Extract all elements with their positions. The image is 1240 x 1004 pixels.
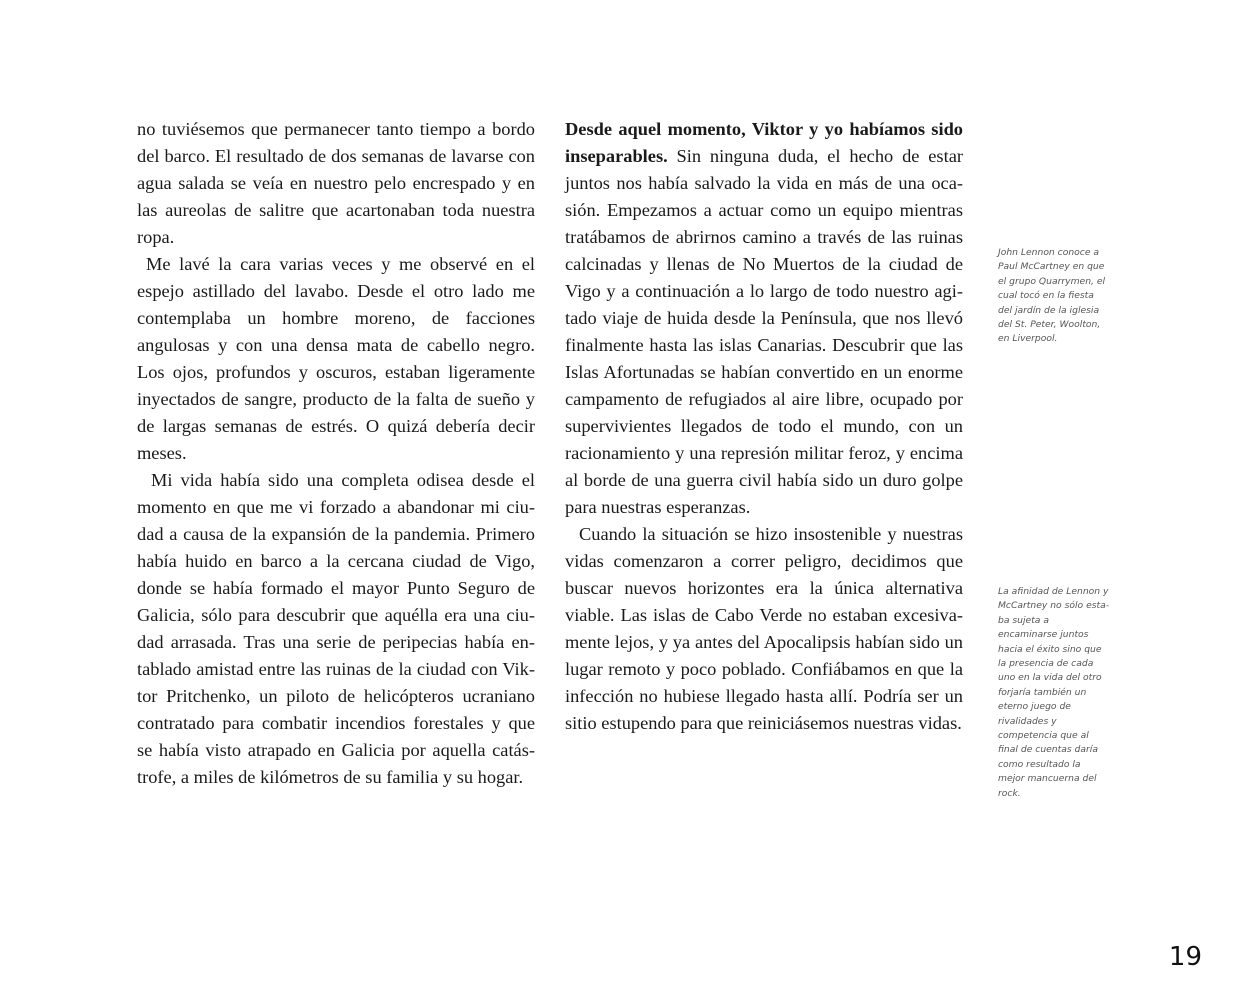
right-paragraph-2: Cuando la situación se hizo insostenible y nuestras vidas comenzaron a correr peligro, decidimos que buscar nuevos horizontes era la única alternativa viable. Las islas de Cabo Verde no estaban excesivamente lejos, y ya antes del Apocalipsis habían sido un lugar remoto y poco poblado. Confiábamos en que la infección no hubiese llegado hasta allí. Podría ser un sitio estupendo para que reiniciásemos nuestras vidas.	[565, 524, 963, 733]
page-number: 19	[1168, 942, 1202, 972]
sidenote-lennon-meets-mccartney: John Lennon conoce a Paul McCartney en que el grupo Quarrymen, el cual tocó en la fiesta del jardín de la iglesia del St. Peter, Woolton, en Liverpool.	[998, 247, 1106, 345]
right-text-column	[565, 116, 963, 737]
left-text-column	[137, 116, 535, 791]
sidenote-lennon-mccartney-rivalry: La afinidad de Lennon y McCartney no sólo estaba sujeta a encaminarse juntos hacia el éxito sino que la presencia de cada uno en la vida del otro forjaría también un eterno juego de rivalidades y competencia que al final de cuentas daría como resultado la mejor mancuerna del rock.	[998, 586, 1110, 799]
left-paragraph-3: Mi vida había sido una completa odisea desde el momento en que me vi forzado a abandonar mi ciudad a causa de la expansión de la pandemia. Primero había huido en barco a la cercana ciudad de Vigo, donde se había formado el mayor Punto Seguro de Galicia, sólo para descubrir que aquélla era una ciudad arrasada. Tras una serie de peripecias había entablado amistad entre las ruinas de la ciudad con Viktor Pritchenko, un piloto de helicópteros ucraniano contratado para combatir incendios forestales y que se había visto atrapado en Galicia por aquella catástrofe, a miles de kilómetros de su familia y su hogar.	[137, 470, 535, 787]
right-paragraph-1-body: Sin ninguna duda, el hecho de estar juntos nos había salvado la vida en más de una ocasión. Empezamos a actuar como un equipo mientras tratábamos de abrirnos camino a través de las ruinas calcinadas y llenas de No Muertos de la ciudad de Vigo y a continuación a lo largo de todo nuestro agitado viaje de huida desde la Península, que nos llevó finalmente hasta las islas Canarias. Descubrir que las Islas Afortunadas se habían convertido en un enorme campamento de refugiados al aire libre, ocupado por supervivientes llegados de todo el mundo, con un racionamiento y una represión militar feroz, y encima al borde de una guerra civil había sido un duro golpe para nuestras esperanzas.	[565, 146, 963, 517]
lead-in-bold-text: Desde aquel momento, Viktor y yo habíamos sido inseparables.	[565, 119, 963, 166]
left-paragraph-2: Me lavé la cara varias veces y me observé en el espejo astillado del lavabo. Desde el otro lado me contemplaba un hombre moreno, de facciones angulosas y con una densa mata de cabello negro. Los ojos, profundos y oscuros, estaban ligeramente inyectados de sangre, producto de la falta de sueño y de largas semanas de estrés. O quizá debería decir meses.	[137, 254, 535, 463]
right-paragraph-1	[565, 116, 963, 521]
left-paragraph-1: no tuviésemos que permanecer tanto tiempo a bordo del barco. El resultado de dos semanas de lavarse con agua salada se veía en nuestro pelo encrespado y en las aureolas de salitre que acartonaban toda nuestra ropa.	[137, 119, 535, 247]
